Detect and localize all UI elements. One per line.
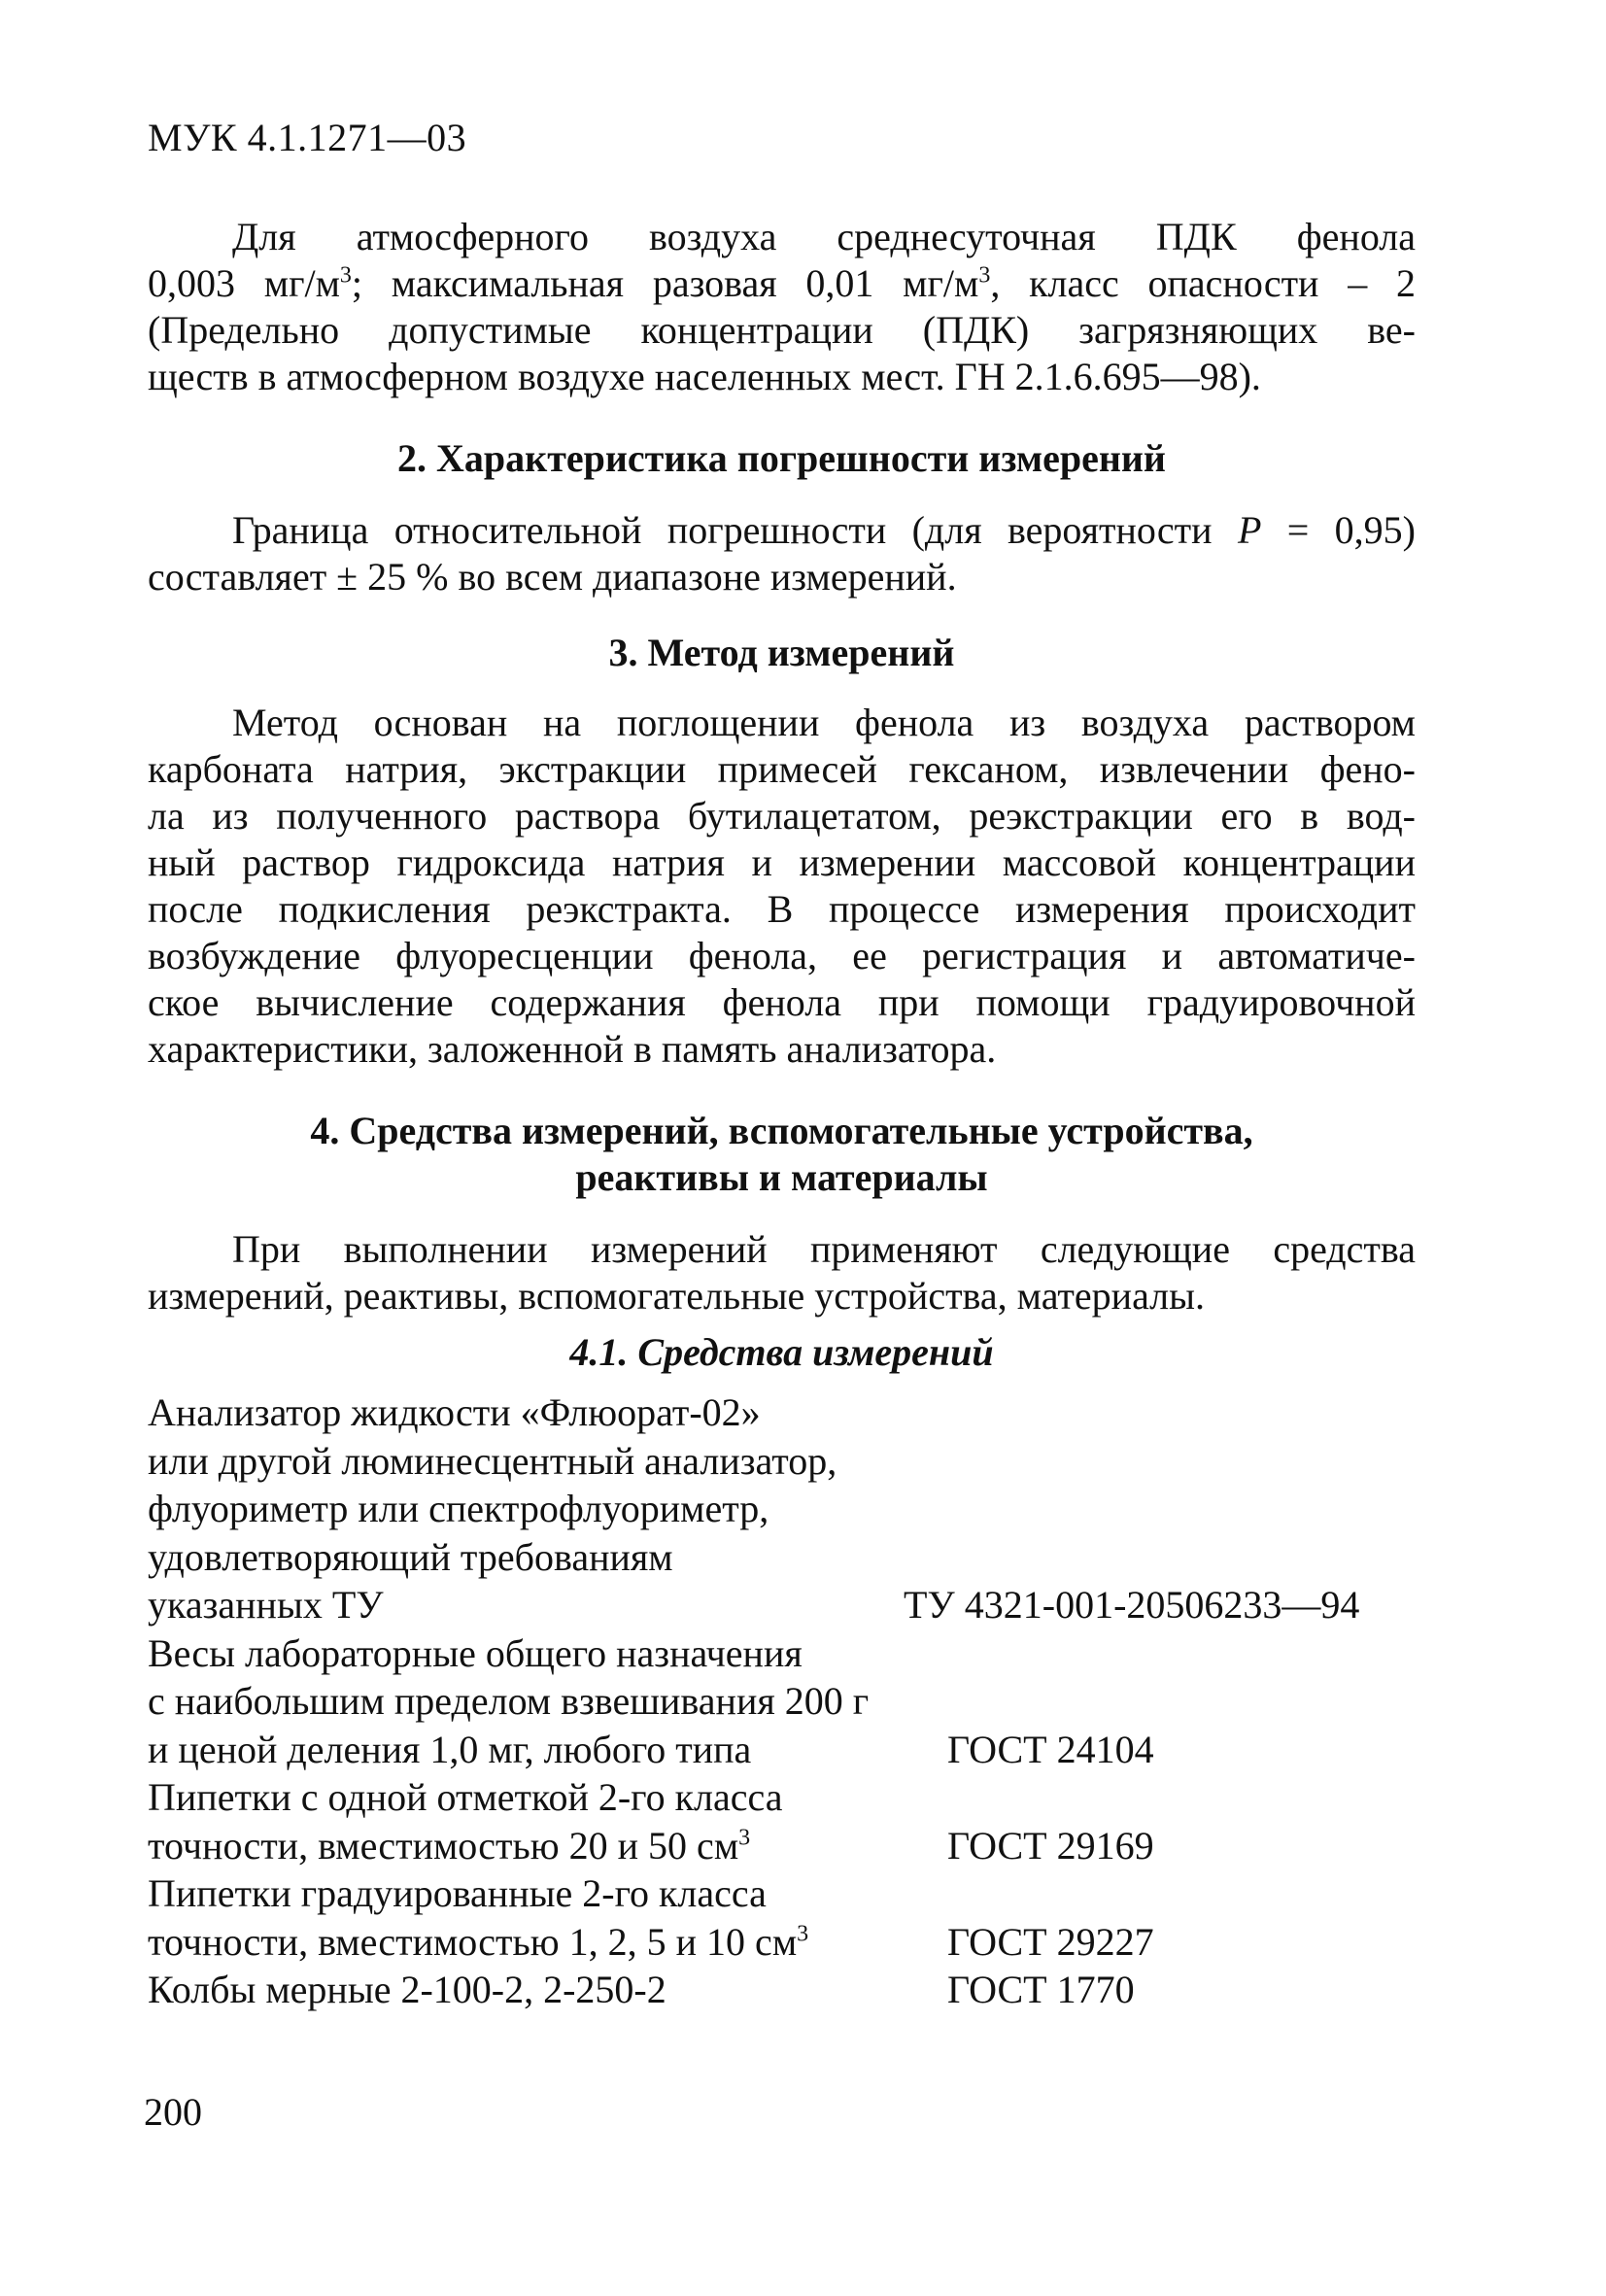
section-3-paragraph [148,700,1416,1073]
instrument-row [148,1870,1430,1917]
section-2-line: Граница относительной погрешности (для вероятности P = 0,95) [232,508,1416,552]
section-3-line: после подкисления реэкстракта. В процессе измерения происходит [148,887,1416,931]
section-4-heading-line: реактивы и материалы [575,1155,988,1199]
instrument-description: Анализатор жидкости «Флюорат-02» [148,1390,761,1434]
intro-paragraph [148,214,1416,400]
section-2-line: составляет ± 25 % во всем диапазоне измерений. [148,555,957,599]
section-4-heading-line: 4. Средства измерений, вспомогательные устройства, [310,1109,1253,1152]
intro-line: ществ в атмосферном воздухе населенных мест. ГН 2.1.6.695—98). [148,355,1261,398]
section-4-1-heading: 4.1. Средства измерений [569,1330,994,1374]
instrument-row [148,1678,1430,1725]
instrument-description: удовлетворяющий требованиям [148,1535,673,1579]
section-3-line: карбоната натрия, экстракции примесей гексаном, извлечении фено- [148,747,1416,791]
section-3-line: ское вычисление содержания фенола при помощи градуировочной [148,980,1416,1024]
document-code-header: МУК 4.1.1271—03 [148,116,467,159]
instrument-row [148,1774,1430,1821]
instrument-row [148,1582,1430,1628]
instrument-standard: ГОСТ 24104 [947,1728,1154,1771]
instrument-row [148,1438,1430,1485]
instrument-description: флуориметр или спектрофлуориметр, [148,1487,769,1530]
page-number: 200 [144,2090,202,2134]
instrument-description: Пипетки с одной отметкой 2-го класса [148,1775,783,1819]
instrument-description: Пипетки градуированные 2-го класса [148,1871,767,1915]
section-3-line: возбуждение флуоресценции фенола, ее регистрация и автоматиче- [148,934,1416,977]
instrument-description: указанных ТУ [148,1583,384,1627]
instrument-row [148,1967,1430,2013]
intro-line: 0,003 $мг/м^3$; максимальная разовая 0,01 $мг/м^3$, класс опасности – 2 [148,261,1416,305]
section-4-line: При выполнении измерений применяют следующие средства [232,1227,1416,1271]
instrument-description: с наибольшим пределом взвешивания 200 г [148,1679,870,1723]
instrument-description: Колбы мерные 2-100-2, 2-250-2 [148,1968,666,2011]
instrument-standard: ГОСТ 29169 [947,1824,1154,1868]
instrument-row [148,1486,1430,1532]
instrument-row [148,1630,1430,1677]
instrument-row [148,1389,1430,1436]
section-4-heading [148,1108,1416,1201]
instrument-row [148,1534,1430,1581]
section-3-line: ный раствор гидроксида натрия и измерении массовой концентрации [148,840,1416,884]
instrument-standard: ТУ 4321-001-20506233—94 [904,1583,1360,1627]
instrument-standard: ГОСТ 29227 [947,1920,1154,1964]
intro-line: (Предельно допустимые концентрации (ПДК) загрязняющих ве- [148,308,1416,352]
instrument-row [148,1919,1430,1966]
section-4-paragraph [148,1226,1416,1319]
section-2-paragraph [148,507,1416,600]
instrument-row [148,1727,1430,1773]
instrument-description: и ценой деления 1,0 мг, любого типа [148,1728,752,1771]
instrument-description: Весы лабораторные общего назначения [148,1631,803,1675]
section-3-line: Метод основан на поглощении фенола из воздуха раствором [232,701,1416,744]
section-3-line: характеристики, заложенной в память анализатора. [148,1027,997,1071]
section-3-line: ла из полученного раствора бутилацетатом, реэкстракции его в вод- [148,794,1416,838]
section-3-heading: 3. Метод измерений [608,631,955,674]
intro-line: Для атмосферного воздуха среднесуточная ПДК фенола [232,215,1416,258]
instrument-description: точности, вместимостью 20 и 50 $см^3$ [148,1824,751,1868]
section-2-heading: 2. Характеристика погрешности измерений [397,436,1166,480]
instrument-description: или другой люминесцентный анализатор, [148,1439,837,1483]
instrument-standard: ГОСТ 1770 [947,1968,1135,2011]
section-4-line: измерений, реактивы, вспомогательные устройства, материалы. [148,1274,1206,1318]
instrument-description: точности, вместимостью 1, 2, 5 и 10 $см^3$ [148,1920,809,1964]
instrument-row [148,1823,1430,1869]
